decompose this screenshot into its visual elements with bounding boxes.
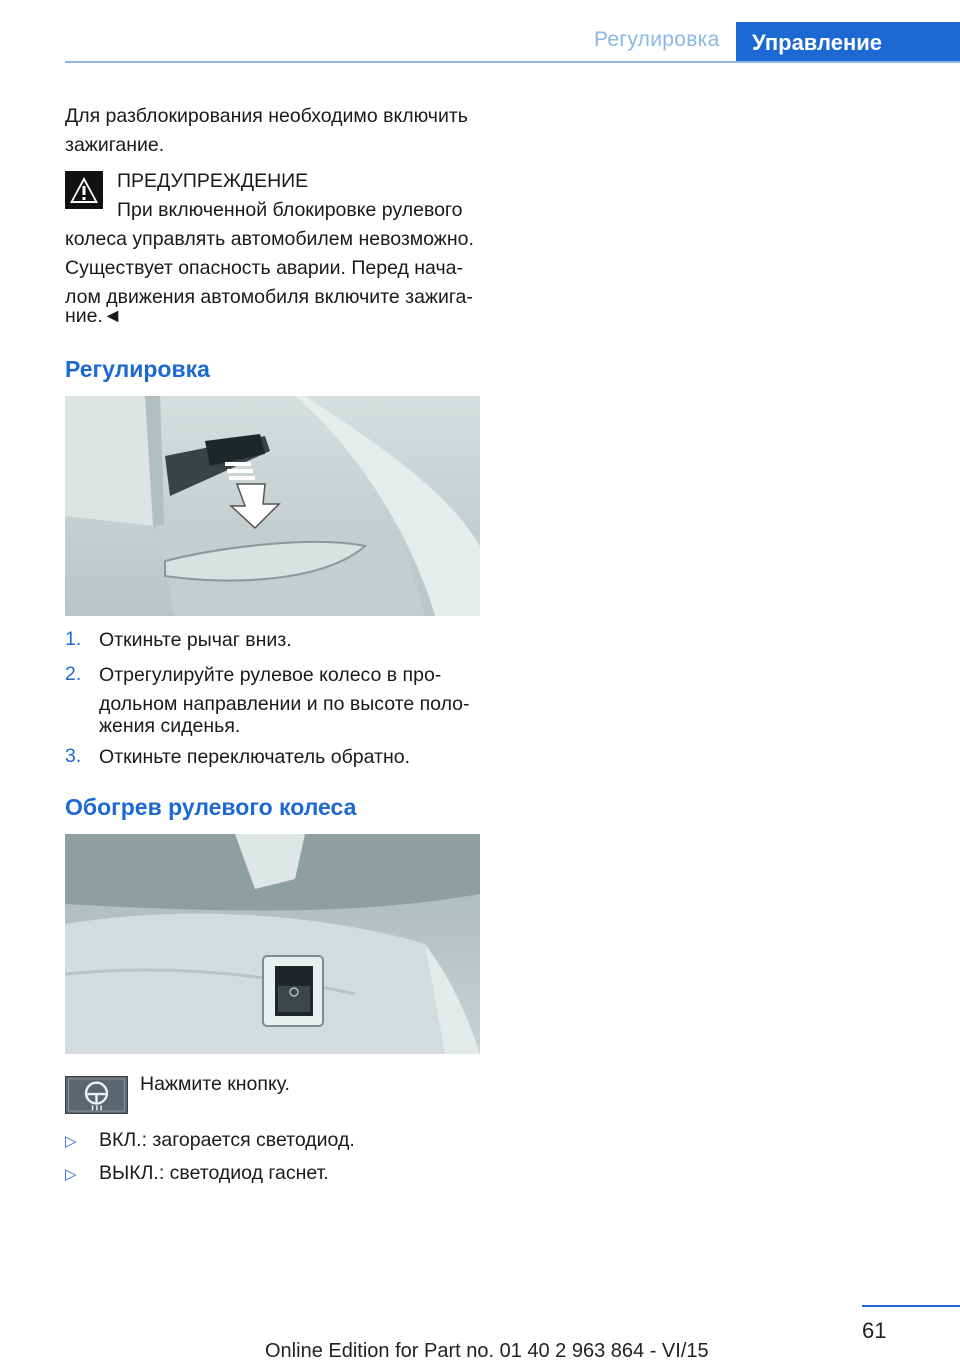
footer-edition: Online Edition for Part no. 01 40 2 963 864 - VI/15	[265, 1340, 709, 1362]
steering-heating-button-illustration	[65, 834, 480, 1054]
warning-line-1: При включенной блокировке рулевого	[117, 199, 463, 221]
steering-heating-button-icon	[65, 1076, 128, 1114]
step-2-text-line-1: Отрегулируйте рулевое колесо в про-	[99, 664, 442, 686]
bullet-on-marker: ▷	[65, 1133, 77, 1150]
steering-lever-illustration	[65, 396, 480, 616]
header-chapter-tab: Управление	[736, 22, 960, 62]
warning-line-4: лом движения автомобиля включите зажига-	[65, 286, 473, 308]
warning-title: ПРЕДУПРЕЖДЕНИЕ	[117, 170, 309, 192]
bullet-off-marker: ▷	[65, 1166, 77, 1183]
header-section-label: Регулировка	[594, 28, 720, 51]
step-3-number: 3.	[65, 745, 82, 767]
warning-icon	[65, 171, 103, 209]
step-3-text: Откиньте переключатель обратно.	[99, 746, 411, 768]
warning-line-2: колеса управлять автомобилем невозможно.	[65, 228, 474, 250]
step-1-text: Откиньте рычаг вниз.	[99, 629, 292, 651]
step-1-number: 1.	[65, 628, 82, 650]
heating-heading: Обогрев рулевого колеса	[65, 794, 357, 820]
button-instruction: Нажмите кнопку.	[140, 1073, 290, 1095]
bullet-on-text: ВКЛ.: загорается светодиод.	[99, 1129, 355, 1151]
header-divider	[65, 61, 960, 63]
intro-line-2: зажигание.	[65, 134, 165, 156]
intro-line-1: Для разблокирования необходимо включить	[65, 105, 468, 127]
step-2-number: 2.	[65, 663, 82, 685]
footer-divider	[862, 1305, 960, 1307]
bullet-off-text: ВЫКЛ.: светодиод гаснет.	[99, 1162, 329, 1184]
adjust-heading: Регулировка	[65, 356, 210, 382]
step-2-text-line-3: жения сиденья.	[99, 715, 241, 737]
step-2-text-line-2: дольном направлении и по высоте поло-	[99, 693, 470, 715]
warning-line-5: ние.◄	[65, 305, 123, 327]
page-number: 61	[862, 1318, 887, 1343]
warning-line-3: Существует опасность аварии. Перед нача-	[65, 257, 463, 279]
